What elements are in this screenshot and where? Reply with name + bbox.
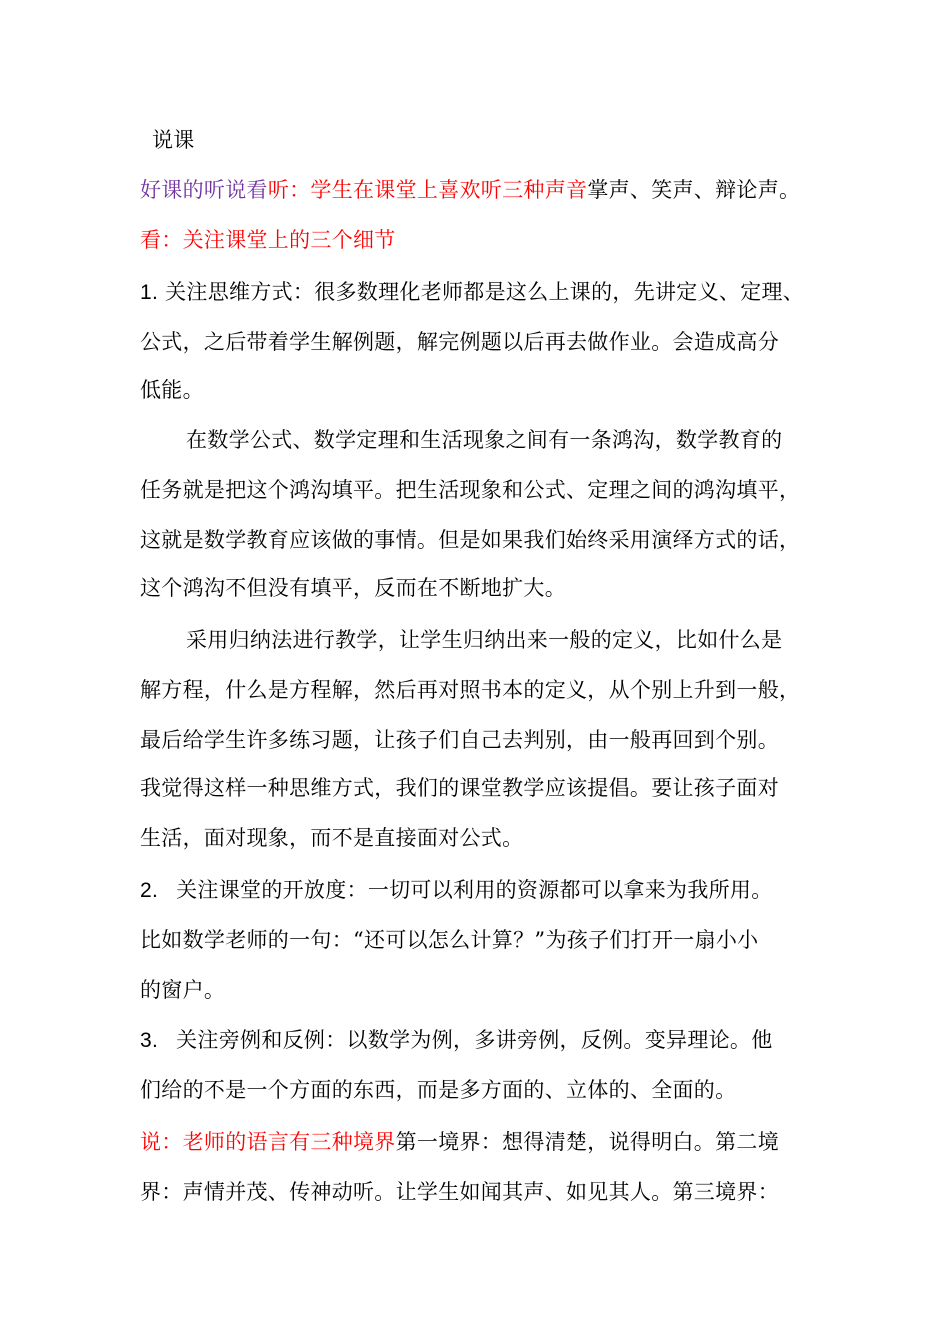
item2-line2: 比如数学老师的一句：“还可以怎么计算？”为孩子们打开一扇小小 [140,928,759,952]
item1-line3: 低能。 [140,378,204,402]
para3-line2: 解方程，什么是方程解，然后再对照书本的定义，从个别上升到一般， [140,678,801,702]
item3-line1 [140,1026,773,1055]
speak-line2: 界：声情并茂、传神动听。让学生如闻其声、如见其人。第三境界： [140,1180,779,1204]
para2-line3: 这就是数学教育应该做的事情。但是如果我们始终采用演绎方式的话， [140,528,801,552]
para2-line1: 在数学公式、数学定理和生活现象之间有一条鸿沟，数学教育的 [186,428,783,452]
look-heading: 看：关注课堂上的三个细节 [140,228,396,252]
item2-line3: 的窗户。 [140,978,226,1002]
item2-line1 [140,876,773,905]
para3-line4: 我觉得这样一种思维方式，我们的课堂教学应该提倡。要让孩子面对 [140,776,779,800]
listen-line [140,176,800,204]
para3-line1: 采用归纳法进行教学，让学生归纳出来一般的定义，比如什么是 [186,628,783,652]
speak-text-line1: 第一境界：想得清楚，说得明白。第二境 [395,1130,780,1154]
item2-text-line1: 关注课堂的开放度：一切可以利用的资源都可以拿来为我所用。 [176,878,773,902]
para2-line4: 这个鸿沟不但没有填平，反而在不断地扩大。 [140,576,566,600]
item3-text-line1: 关注旁例和反例：以数学为例，多讲旁例，反例。变异理论。他 [176,1028,773,1052]
item1-line1 [140,278,804,307]
para2-line2: 任务就是把这个鸿沟填平。把生活现象和公式、定理之间的鸿沟填平， [140,478,801,502]
listen-heading: 听：学生在课堂上喜欢听三种声音 [267,178,588,202]
para3-line3: 最后给学生许多练习题，让孩子们自己去判别，由一般再回到个别。 [140,728,779,752]
item1-number: 1. [140,281,159,304]
item3-line2: 们给的不是一个方面的东西，而是多方面的、立体的、全面的。 [140,1078,737,1102]
good-lesson-phrase: 好课的听说看 [140,178,268,202]
listen-sounds: 掌声、笑声、辩论声。 [587,178,801,202]
item3-number: 3. [140,1029,159,1052]
para3-line5: 生活，面对现象，而不是直接面对公式。 [140,826,524,850]
item2-number: 2. [140,879,159,902]
item1-text-line1: 关注思维方式：很多数理化老师都是这么上课的，先讲定义、定理、 [165,280,805,304]
item1-line2: 公式，之后带着学生解例题，解完例题以后再去做作业。会造成高分 [140,330,779,354]
speak-heading: 说：老师的语言有三种境界 [140,1130,396,1154]
document-title: 说课 [152,128,195,152]
speak-line1 [140,1128,779,1156]
